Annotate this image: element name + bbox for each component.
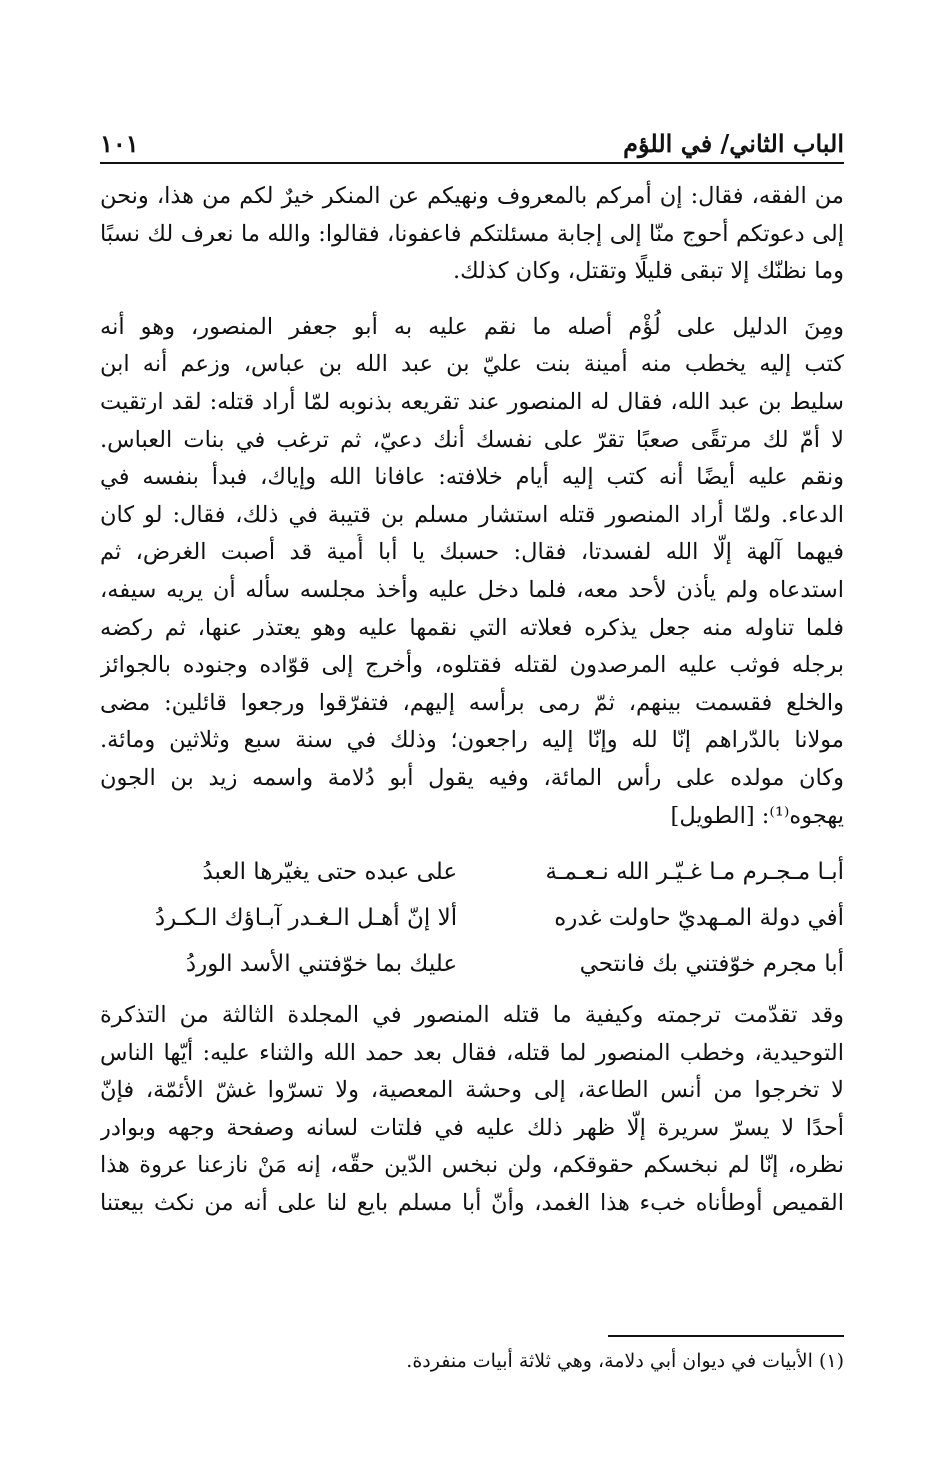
verse-second-hemistich: على عبده حتى يغيّرها العبدُ: [202, 859, 458, 886]
text-line: وما نظنّك إلا تبقى قليلًا وتقتل، وكان كذلك.: [452, 258, 844, 285]
paragraph-2: [100, 309, 844, 835]
paragraph-1: [100, 178, 844, 291]
text-line: الدعاء. ولمّا أراد المنصور قتله استشار مسلم بن قتيبة في ذلك، فقال: لو كان: [100, 501, 844, 528]
verse-line: [100, 849, 844, 895]
verse-second-hemistich: عليك بما خوّفتني الأسد الوردُ: [185, 951, 458, 978]
text-line: برجله فوثب عليه المرصدون لقتله فقتلوه، وأخرج إلى قوّاده وجنوده بالجوائز: [100, 652, 844, 679]
text-line: نظره، إنّا لم نبخسكم حقوقكم، ولن نبخس الدّين حقّه، إنه مَنْ نازعنا عروة هذا: [100, 1152, 844, 1179]
text-line: مولانا بالدّراهم إنّا لله وإنّا إليه راجعون؛ وذلك في سنة سبع وثلاثين ومائة.: [100, 727, 844, 754]
verse-first-hemistich: أفي دولة المـهديّ حاولت غدره: [554, 905, 844, 932]
text-line: لا أمّ لك مرتقًى صعبًا تقرّ على نفسك أنك دعيّ، ثم ترغب في بنات العباس.: [100, 426, 844, 453]
text-line: سليط بن عبد الله، فقال له المنصور عند تقريعه بذنوبه لمّا أراد قتله: لقد ارتقيت: [100, 388, 844, 415]
text-line: أحدًا لا يسرّ سريرة إلّا ظهر ذلك عليه في فلتات لسانه وصفحة وجهه وبوادر: [100, 1114, 844, 1141]
verse-second-hemistich: ألا إنّ أهـل الـغـدر آبـاؤك الـكـردُ: [154, 905, 458, 932]
text-line: من الفقه، فقال: إن أمركم بالمعروف ونهيكم عن المنكر خيرٌ لكم من هذا، ونحن: [100, 183, 844, 209]
footnote: (١) الأبيات في ديوان أبي دلامة، وهي ثلاثة أبيات منفردة.: [406, 1350, 844, 1372]
text-line: كتب إليه يخطب منه أمينة بنت عليّ بن عبد الله بن عباس، وزعم أنه ابن: [100, 351, 844, 378]
text-line: وقد تقدّمت ترجمته وكيفية ما قتله المنصور في المجلدة الثالثة من التذكرة: [100, 1002, 844, 1029]
footnote-separator: [608, 1335, 844, 1337]
page-number: ١٠١: [100, 129, 139, 158]
page-header: [100, 114, 844, 164]
text-line: وكان مولده على رأس المائة، وفيه يقول أبو دُلامة واسمه زيد بن الجون: [100, 764, 844, 791]
text-line: يهجوه⁽¹⁾: [الطويل]: [670, 802, 844, 829]
body-text: [100, 178, 844, 1223]
text-line: إلى دعوتكم أحوج منّا إلى إجابة مسئلتكم فاعفونا، فقالوا: والله ما نعرف لك نسبًا: [100, 220, 844, 247]
text-line: والخلع فقسمت بينهم، ثمّ رمى برأسه إليهم، فتفرّقوا ورجعوا قائلين: مضى: [100, 689, 844, 716]
text-line: فيهما آلهة إلّا الله لفسدتا، فقال: حسبك يا أبا أُمية قد أصبت الغرض، ثم: [100, 539, 844, 566]
poem-verses: [100, 849, 844, 987]
verse-first-hemistich: أبا مجرم خوّفتني بك فانتحي: [579, 951, 844, 978]
text-line: ومِنَ الدليل على لُؤْم أصله ما نقم عليه به أبو جعفر المنصور، وهو أنه: [100, 313, 844, 340]
text-line: لا تخرجوا من أنس الطاعة، إلى وحشة المعصية، ولا تسرّوا غشّ الأئمّة، فإنّ: [100, 1077, 844, 1104]
verse-line: [100, 941, 844, 987]
paragraph-3: [100, 997, 844, 1223]
text-line: فلما تناوله منه جعل يذكره فعلاته التي نقمها عليه وهو يعتذر عنها، ثم ركضه: [100, 614, 844, 641]
running-head: الباب الثاني/ في اللؤم: [623, 129, 844, 158]
text-line: ونقم عليه أيضًا أنه كتب إليه أيام خلافته: عافانا الله وإياك، فبدأ بنفسه في: [100, 464, 844, 491]
text-line: التوحيدية، وخطب المنصور لما قتله، فقال بعد حمد الله والثناء عليه: أيّها الناس: [100, 1039, 844, 1066]
text-line: استدعاه ولم يأذن لأحد معه، فلما دخل عليه وأخذ مجلسه سأله أن يريه سيفه،: [100, 576, 844, 603]
text-line: القميص أوطأناه خبء هذا الغمد، وأنّ أبا مسلم بايع لنا على أنه من نكث بيعتنا: [100, 1190, 844, 1217]
verse-line: [100, 895, 844, 941]
verse-first-hemistich: أبـا مـجـرم مـا غـيّـر الله نـعـمـة: [545, 859, 844, 886]
